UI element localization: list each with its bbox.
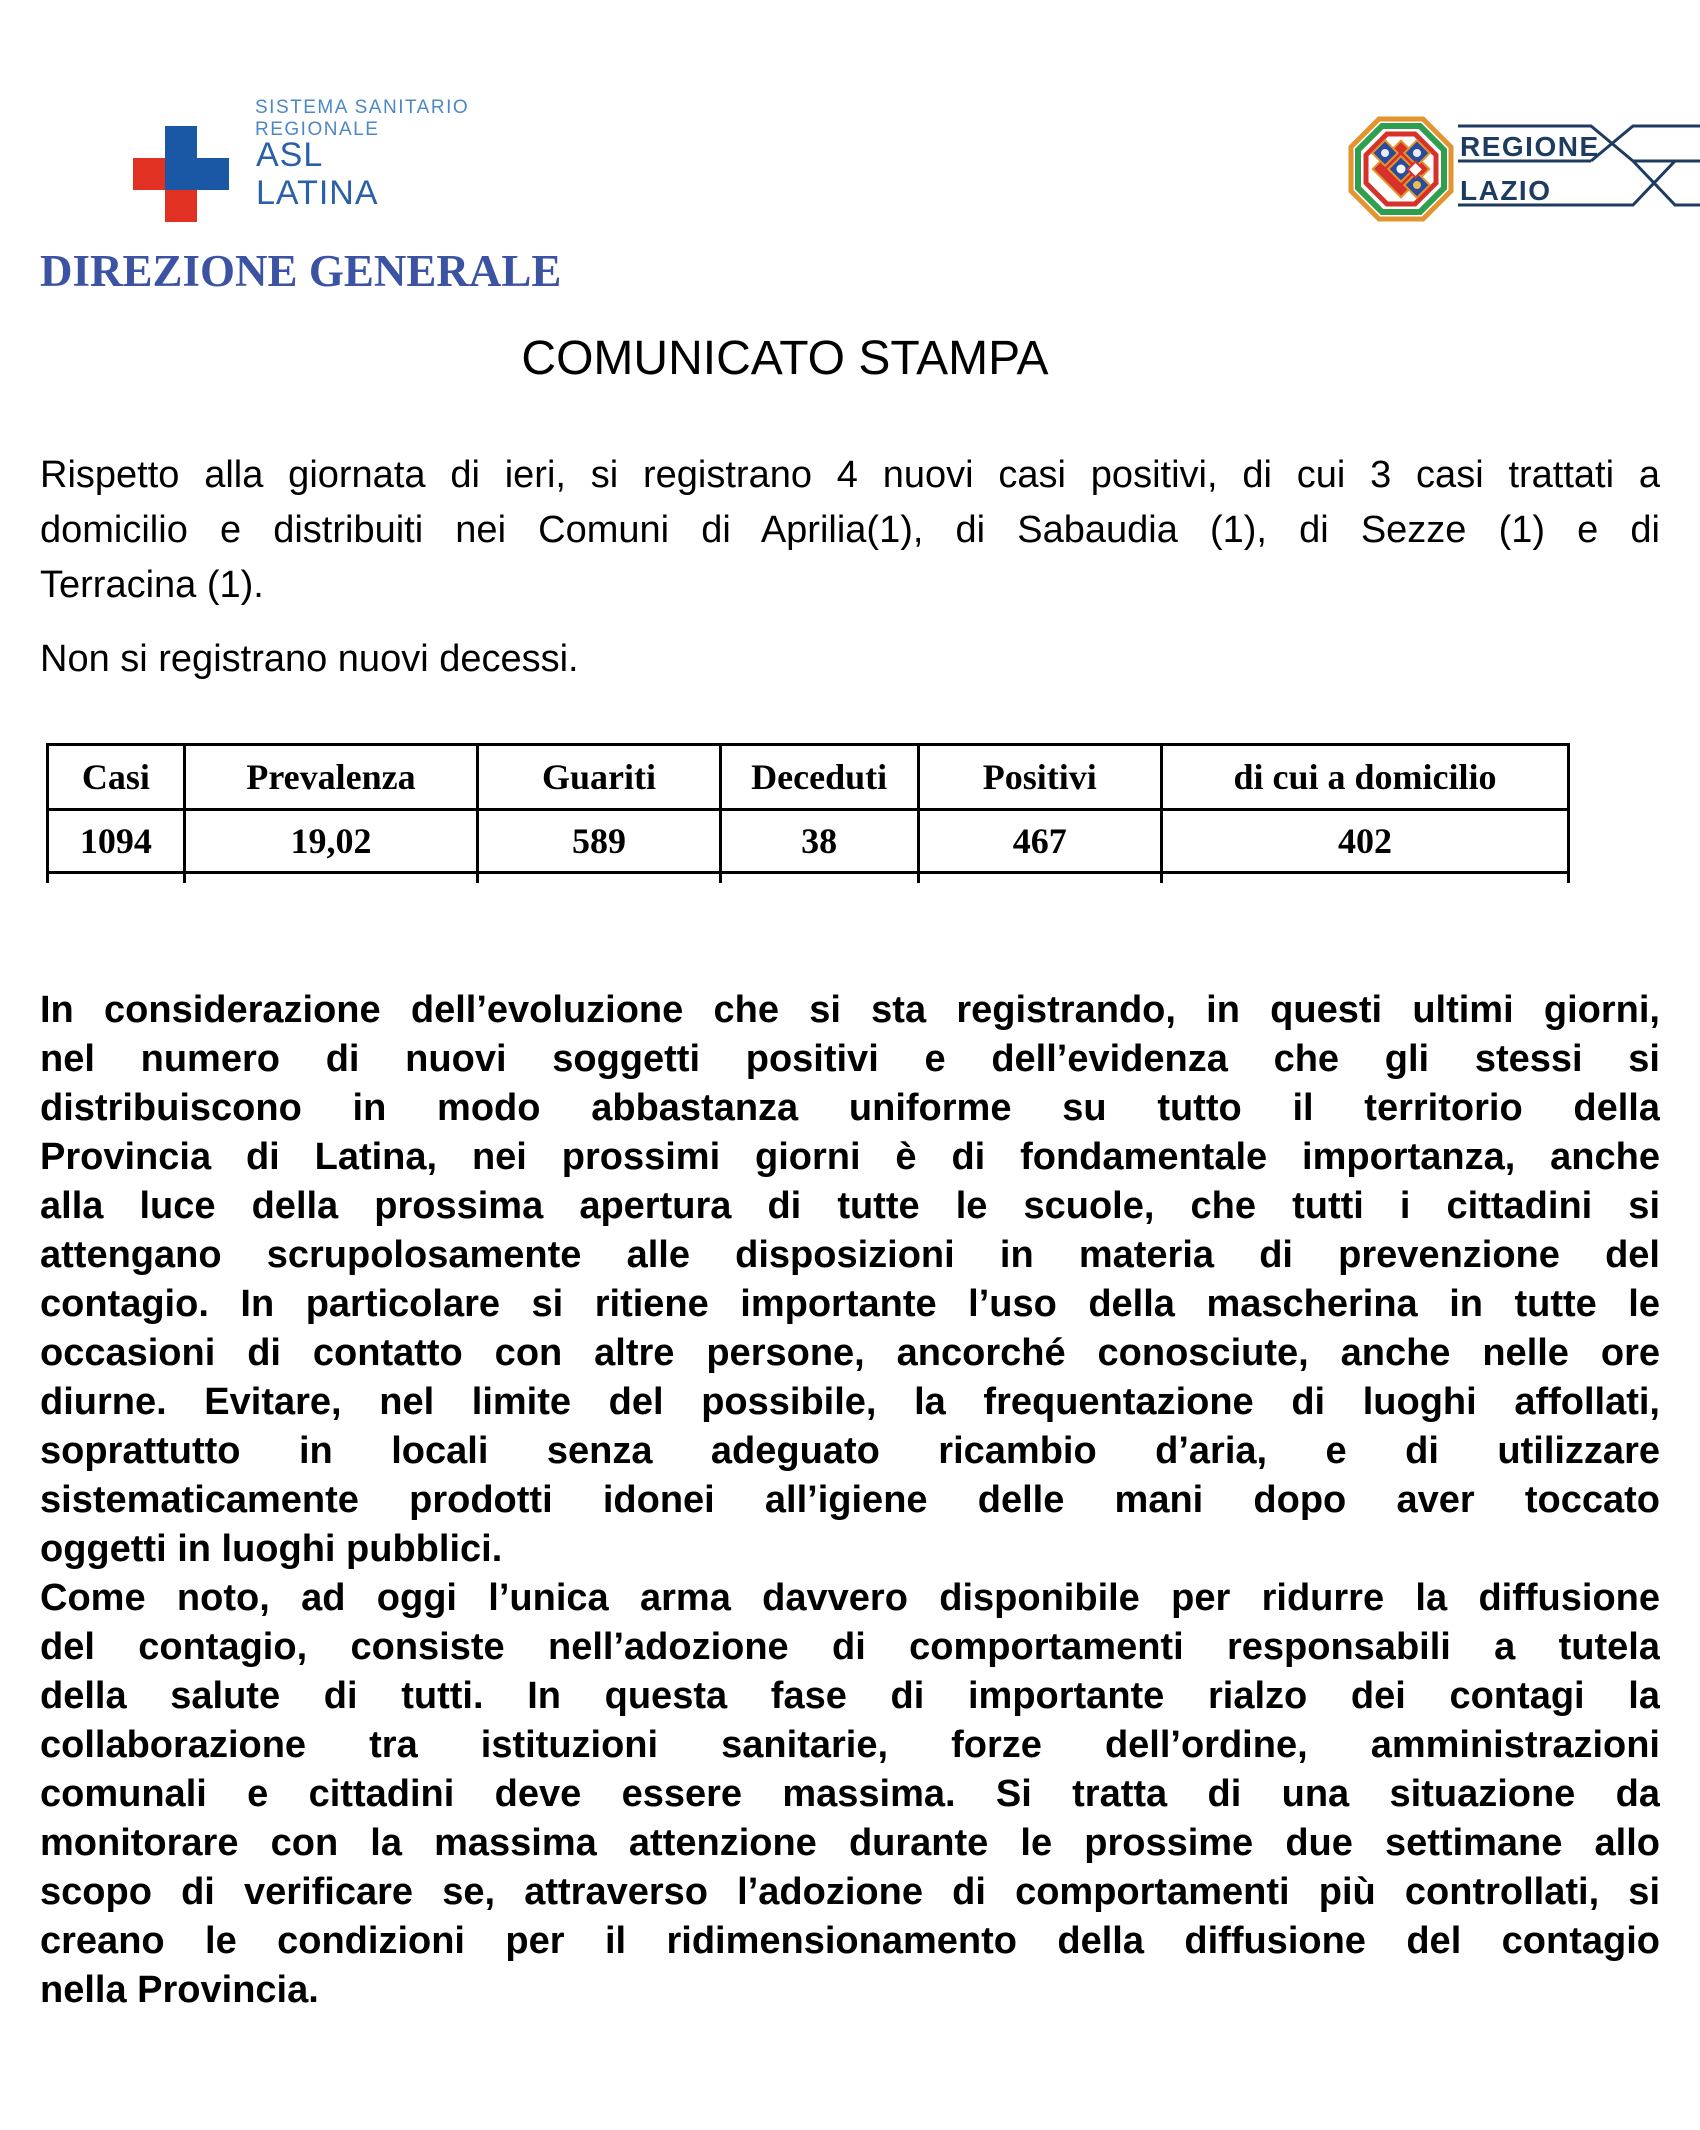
body-line: soprattutto in locali senza adeguato ricambio d’aria, e di utilizzare — [40, 1430, 1660, 1472]
col-header-prevalenza: Prevalenza — [184, 745, 478, 810]
regione-label: REGIONE — [1460, 131, 1600, 162]
body-line: occasioni di contatto con altre persone, ancorché conosciute, anche nelle ore — [40, 1332, 1660, 1374]
col-header-deceduti: Deceduti — [720, 745, 918, 810]
body-line: nel numero di nuovi soggetti positivi e dell’evidenza che gli stessi si — [40, 1038, 1660, 1080]
body-line: del contagio, consiste nell’adozione di comportamenti responsabili a tutela — [40, 1626, 1660, 1668]
col-header-guariti: Guariti — [478, 745, 721, 810]
intro-paragraph — [40, 448, 1660, 613]
body-line: scopo di verificare se, attraverso l’adozione di comportamenti più controllati, si — [40, 1871, 1660, 1913]
no-deaths-line: Non si registrano nuovi decessi. — [40, 638, 579, 680]
body-line: comunali e cittadini deve essere massima. Si tratta di una situazione da — [40, 1773, 1660, 1815]
body-line: Terracina (1). — [40, 564, 264, 606]
cross-top-arm — [165, 126, 197, 158]
col-header-casi: Casi — [48, 745, 185, 810]
body-line: sistematicamente prodotti idonei all’igiene delle mani dopo aver toccato — [40, 1479, 1660, 1521]
table-value-row — [48, 810, 1569, 873]
covid-stats-table — [46, 743, 1570, 883]
body-line: Rispetto alla giornata di ieri, si registrano 4 nuovi casi positivi, di cui 3 casi trattati a — [40, 454, 1660, 496]
body-line: nella Provincia. — [40, 1969, 319, 2011]
asl-latina-logo — [133, 95, 563, 230]
value-guariti: 589 — [478, 810, 721, 873]
cross-right-arm — [197, 158, 229, 190]
col-header-domicilio: di cui a domicilio — [1162, 745, 1569, 810]
body-line: creano le condizioni per il ridimensionamento della diffusione del contagio — [40, 1920, 1660, 1962]
body-line: Come noto, ad oggi l’unica arma davvero disponibile per ridurre la diffusione — [40, 1577, 1660, 1619]
body-line: distribuiscono in modo abbastanza uniforme su tutto il territorio della — [40, 1087, 1660, 1129]
table-stub-row — [48, 873, 1569, 884]
main-paragraph — [40, 986, 1660, 2015]
regione-lazio-wordmark — [1458, 116, 1700, 212]
page-title: COMUNICATO STAMPA — [521, 332, 1049, 385]
body-line: diurne. Evitare, nel limite del possibile, la frequentazione di luoghi affollati, — [40, 1381, 1660, 1423]
body-line: contagio. In particolare si ritiene importante l’uso della mascherina in tutte le — [40, 1283, 1660, 1325]
direzione-generale-heading: DIREZIONE GENERALE — [40, 246, 562, 296]
regione-lazio-logo — [1348, 114, 1700, 224]
asl-wordmark-line2: LATINA — [256, 174, 379, 212]
body-line: domicilio e distribuiti nei Comuni di Aprilia(1), di Sabaudia (1), di Sezze (1) e di — [40, 509, 1660, 551]
regione-lazio-emblem-icon — [1348, 116, 1454, 222]
cross-bottom-arm — [165, 190, 197, 222]
body-line: In considerazione dell’evoluzione che si sta registrando, in questi ultimi giorni, — [40, 989, 1660, 1031]
value-deceduti: 38 — [720, 810, 918, 873]
cross-center — [165, 158, 197, 190]
value-casi: 1094 — [48, 810, 185, 873]
sistema-sanitario-label: SISTEMA SANITARIO REGIONALE — [255, 97, 470, 140]
value-positivi: 467 — [918, 810, 1161, 873]
body-line: collaborazione tra istituzioni sanitarie, forze dell’ordine, amministrazioni — [40, 1724, 1660, 1766]
table-header-row — [48, 745, 1569, 810]
lazio-label: LAZIO — [1460, 175, 1552, 206]
asl-cross-icon — [133, 126, 229, 222]
value-prevalenza: 19,02 — [184, 810, 478, 873]
body-line: oggetti in luoghi pubblici. — [40, 1528, 503, 1570]
value-domicilio: 402 — [1162, 810, 1569, 873]
body-line: Provincia di Latina, nei prossimi giorni è di fondamentale importanza, anche — [40, 1136, 1660, 1178]
asl-wordmark-line1: ASL — [256, 136, 324, 174]
cross-left-arm — [133, 158, 165, 190]
body-line: della salute di tutti. In questa fase di importante rialzo dei contagi la — [40, 1675, 1660, 1717]
body-line: attengano scrupolosamente alle disposizioni in materia di prevenzione del — [40, 1234, 1660, 1276]
body-line: alla luce della prossima apertura di tutte le scuole, che tutti i cittadini si — [40, 1185, 1660, 1227]
body-line: monitorare con la massima attenzione durante le prossime due settimane allo — [40, 1822, 1660, 1864]
col-header-positivi: Positivi — [918, 745, 1161, 810]
